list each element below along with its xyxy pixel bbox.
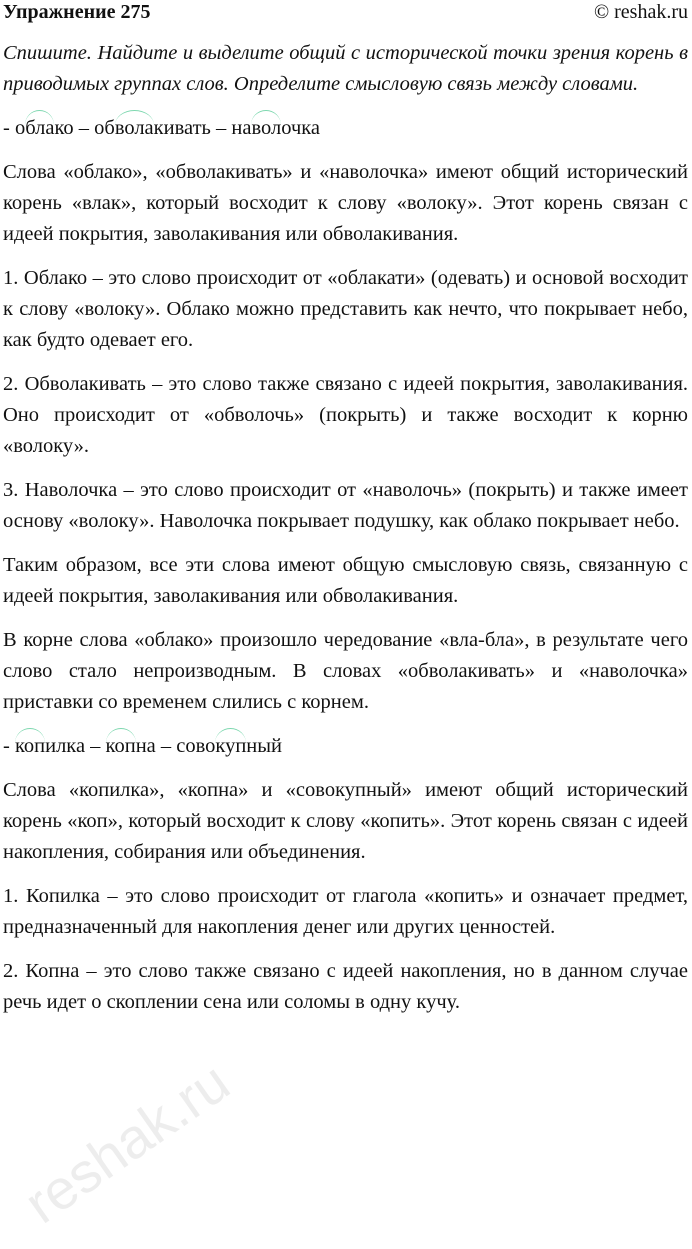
- paragraph: Слова «копилка», «копна» и «совокупный» имеют общий исторический корень «коп», который восходит к слову «копить». Этот корень связан с идеей накопления, собирания или объединения.: [3, 779, 688, 863]
- exercise-title: Упражнение 275: [3, 1, 151, 23]
- paragraph: Таким образом, все эти слова имеют общую смысловую связь, связанную с идеей покрытия, заволакивания или обволакивания.: [3, 554, 688, 607]
- word-part: о: [14, 117, 26, 139]
- separator: –: [210, 117, 232, 139]
- watermark: reshak.ru: [13, 1049, 241, 1236]
- root-mark: коп: [106, 731, 136, 762]
- word-part: на: [231, 117, 252, 139]
- word-part: на: [135, 735, 156, 757]
- separator: –: [73, 117, 95, 139]
- dash: -: [3, 735, 15, 757]
- separator: –: [155, 735, 177, 757]
- dash: -: [3, 117, 15, 139]
- paragraph: 2. Копна – это слово также связано с идеей накопления, но в данном случае речь идет о скоплении сена или соломы в одну кучу.: [3, 960, 688, 1013]
- copyright: © reshak.ru: [593, 1, 688, 23]
- header: [3, 0, 688, 26]
- paragraph: В корне слова «облако» произошло чередование «вла-бла», в результате чего слово стало непроизводным. В словах «обволакивать» и «наволочка» приставки со временем слились с корнем.: [3, 629, 688, 713]
- root-mark: коп: [15, 731, 45, 762]
- word-part: кивать: [153, 117, 211, 139]
- word-part: сово: [176, 735, 216, 757]
- word-part: ко: [54, 117, 74, 139]
- root-mark: вола: [115, 113, 154, 144]
- word-group-1: [3, 113, 688, 144]
- paragraph: Слова «облако», «обволакивать» и «наволочка» имеют общий исторический корень «влак», который восходит к слову «волоку». Этот корень связан с идеей покрытия, заволакивания или обволакивания.: [3, 161, 688, 245]
- word-part: очка: [281, 117, 320, 139]
- word-part: об: [94, 117, 115, 139]
- separator: –: [85, 735, 106, 757]
- paragraph: 2. Обволакивать – это слово также связано с идеей покрытия, заволакивания. Оно происходит от «обволочь» (покрыть) и также восходит к корню «волоку».: [3, 373, 688, 457]
- root-mark: вол: [251, 113, 281, 144]
- paragraph: 1. Копилка – это слово происходит от глагола «копить» и означает предмет, предназначенный для накопления денег или других ценностей.: [3, 885, 688, 938]
- word-part: илка: [45, 735, 86, 757]
- root-mark: куп: [215, 731, 246, 762]
- paragraph: 1. Облако – это слово происходит от «облакати» (одевать) и основой восходит к слову «волоку». Облако можно представить как нечто, что покрывает небо, как будто одевает его.: [3, 267, 688, 351]
- task-text: Спишите. Найдите и выделите общий с исторической точки зрения корень в приводимых группах слов. Определите смысловую связь между словами.: [3, 42, 688, 95]
- word-part: ный: [246, 735, 283, 757]
- word-group-2: [3, 731, 688, 762]
- root-mark: бла: [25, 113, 54, 144]
- paragraph: 3. Наволочка – это слово происходит от «наволочь» (покрыть) и также имеет основу «волоку». Наволочка покрывает подушку, как облако покрывает небо.: [3, 479, 688, 532]
